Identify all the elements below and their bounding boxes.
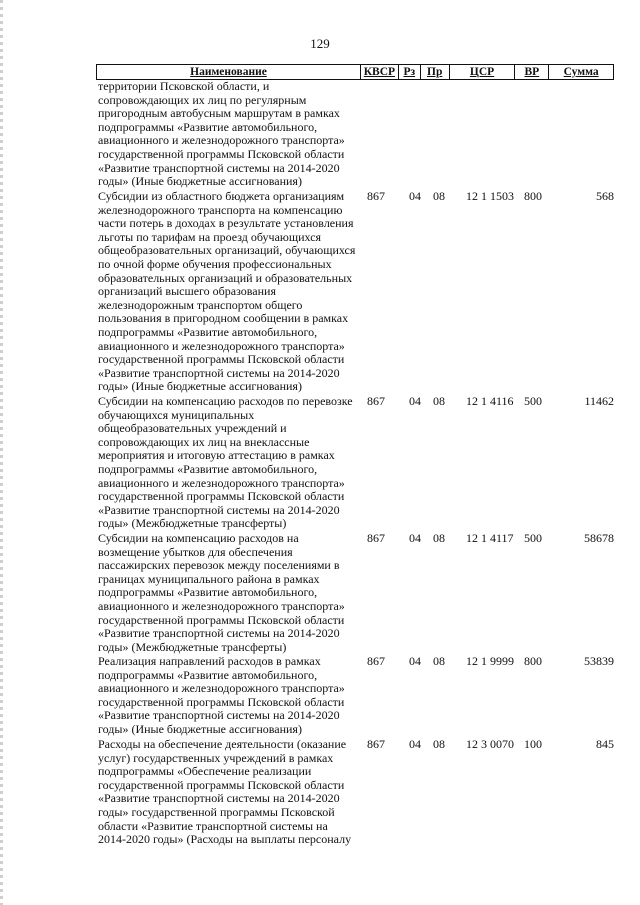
cell-kvsr: 867 <box>367 189 385 203</box>
cell-rz: 04 <box>409 189 421 203</box>
cell-rz: 04 <box>409 654 421 668</box>
description-line: государственной программы Псковской области <box>98 612 345 627</box>
cell-vr: 100 <box>524 737 542 751</box>
description-line: государственной программы Псковской области <box>98 489 345 504</box>
description-line: авиационного и железнодорожного транспорта» <box>98 133 345 148</box>
description-line: части потерь в доходах в результате установления <box>98 216 354 231</box>
description-line: пользования в пригородном сообщении в рамках <box>98 311 349 326</box>
header-vr: ВР <box>515 65 549 79</box>
cell-sum: 568 <box>596 189 614 203</box>
cell-vr: 500 <box>524 531 542 545</box>
cell-sum: 58678 <box>584 531 614 545</box>
row-description <box>98 738 360 847</box>
description-line: авиационного и железнодорожного транспорта» <box>98 681 345 696</box>
header-kvsr: КВСР <box>361 65 399 79</box>
cell-sum: 53839 <box>584 654 614 668</box>
scan-edge-artifact <box>0 0 3 905</box>
description-line: по очной форме обучения профессиональных <box>98 256 332 271</box>
cell-csr: 12 1 4116 <box>466 394 514 408</box>
description-line: подпрограммы «Развитие автомобильного, <box>98 585 318 600</box>
row-description <box>98 532 360 654</box>
description-line: авиационного и железнодорожного транспорта» <box>98 598 345 613</box>
cell-rz: 04 <box>409 394 421 408</box>
description-line: железнодорожным транспортом общего <box>98 297 303 312</box>
header-name: Наименование <box>97 65 361 79</box>
description-line: подпрограммы «Развитие автомобильного, <box>98 324 318 339</box>
description-line: «Развитие транспортной системы на 2014-2020 <box>98 708 340 723</box>
header-csr: ЦСР <box>450 65 516 79</box>
header-sum: Сумма <box>563 66 599 78</box>
description-line: сопровождающих их лиц на внеклассные <box>98 434 310 449</box>
description-line: образовательных организаций и образовательных <box>98 270 353 285</box>
cell-kvsr: 867 <box>367 654 385 668</box>
description-line: государственной программы Псковской области <box>98 352 345 367</box>
description-line: «Развитие транспортной системы на 2014-2020 <box>98 791 340 806</box>
cell-csr: 12 3 0070 <box>466 737 514 751</box>
description-line: годы» (Иные бюджетные ассигнования) <box>98 379 302 394</box>
cell-pr: 08 <box>433 394 445 408</box>
description-line: 2014-2020 годы» (Расходы на выплаты персоналу <box>98 832 352 847</box>
description-line: «Развитие транспортной системы на 2014-2020 <box>98 502 340 517</box>
row-description <box>98 80 360 189</box>
description-line: годы» государственной программы Псковской <box>98 804 335 819</box>
description-line: железнодорожного транспорта на компенсацию <box>98 202 343 217</box>
description-line: возмещение убытков для обеспечения <box>98 544 293 559</box>
description-line: Субсидии из областного бюджета организациям <box>98 189 345 203</box>
description-line: подпрограммы «Развитие автомобильного, <box>98 667 318 682</box>
cell-pr: 08 <box>433 189 445 203</box>
description-line: годы» (Иные бюджетные ассигнования) <box>98 721 302 736</box>
cell-kvsr: 867 <box>367 531 385 545</box>
cell-pr: 08 <box>433 737 445 751</box>
description-line: мероприятия и итоговую аттестацию в рамках <box>98 448 335 463</box>
description-line: границах муниципального района в рамках <box>98 571 320 586</box>
description-line: льготы по тарифам на проезд обучающихся <box>98 229 322 244</box>
description-line: «Развитие транспортной системы на 2014-2020 <box>98 160 340 175</box>
description-line: годы» (Межбюджетные трансферты) <box>98 516 287 531</box>
cell-sum: 845 <box>596 737 614 751</box>
cell-rz: 04 <box>409 531 421 545</box>
description-line: Субсидии на компенсацию расходов на <box>98 531 299 545</box>
description-line: государственной программы Псковской области <box>98 777 345 792</box>
description-line: годы» (Межбюджетные трансферты) <box>98 639 287 654</box>
description-line: авиационного и железнодорожного транспорта» <box>98 475 345 490</box>
row-description <box>98 395 360 531</box>
row-description <box>98 190 360 394</box>
cell-rz: 04 <box>409 737 421 751</box>
cell-vr: 500 <box>524 394 542 408</box>
description-line: годы» (Иные бюджетные ассигнования) <box>98 174 302 189</box>
description-line: «Развитие транспортной системы на 2014-2020 <box>98 626 340 641</box>
header-rz: Рз <box>399 65 421 79</box>
description-line: Субсидии на компенсацию расходов по перевозке <box>98 394 353 408</box>
description-line: подпрограммы «Развитие автомобильного, <box>98 461 318 476</box>
description-line: подпрограммы «Развитие автомобильного, <box>98 119 318 134</box>
page-number: 129 <box>310 36 330 51</box>
cell-vr: 800 <box>524 189 542 203</box>
cell-pr: 08 <box>433 531 445 545</box>
description-line: пригородным автобусным маршрутам в рамках <box>98 106 340 121</box>
cell-kvsr: 867 <box>367 394 385 408</box>
header-pr: Пр <box>421 65 450 79</box>
description-line: государственной программы Псковской области <box>98 146 345 161</box>
description-line: обучающихся муниципальных <box>98 407 255 422</box>
cell-csr: 12 1 9999 <box>466 654 514 668</box>
description-line: подпрограммы «Обеспечение реализации <box>98 764 312 779</box>
cell-kvsr: 867 <box>367 737 385 751</box>
cell-sum: 11462 <box>584 394 614 408</box>
cell-csr: 12 1 4117 <box>466 531 514 545</box>
table-header <box>96 64 614 80</box>
description-line: услуг) государственных учреждений в рамках <box>98 750 334 765</box>
description-line: территории Псковской области, и <box>98 79 270 93</box>
description-line: сопровождающих их лиц по регулярным <box>98 92 307 107</box>
cell-vr: 800 <box>524 654 542 668</box>
description-line: авиационного и железнодорожного транспорта» <box>98 338 345 353</box>
description-line: Реализация направлений расходов в рамках <box>98 654 321 668</box>
cell-csr: 12 1 1503 <box>466 189 514 203</box>
description-line: организаций высшего образования <box>98 284 276 299</box>
description-line: общеобразовательных учреждений и <box>98 421 287 436</box>
cell-pr: 08 <box>433 654 445 668</box>
description-line: Расходы на обеспечение деятельности (оказание <box>98 737 347 751</box>
row-description <box>98 655 360 737</box>
description-line: области «Развитие транспортной системы на <box>98 818 328 833</box>
description-line: пассажирских перевозок между поселениями в <box>98 558 340 573</box>
description-line: государственной программы Псковской области <box>98 694 345 709</box>
description-line: общеобразовательных организаций, обучающихся <box>98 243 356 258</box>
description-line: «Развитие транспортной системы на 2014-2020 <box>98 365 340 380</box>
